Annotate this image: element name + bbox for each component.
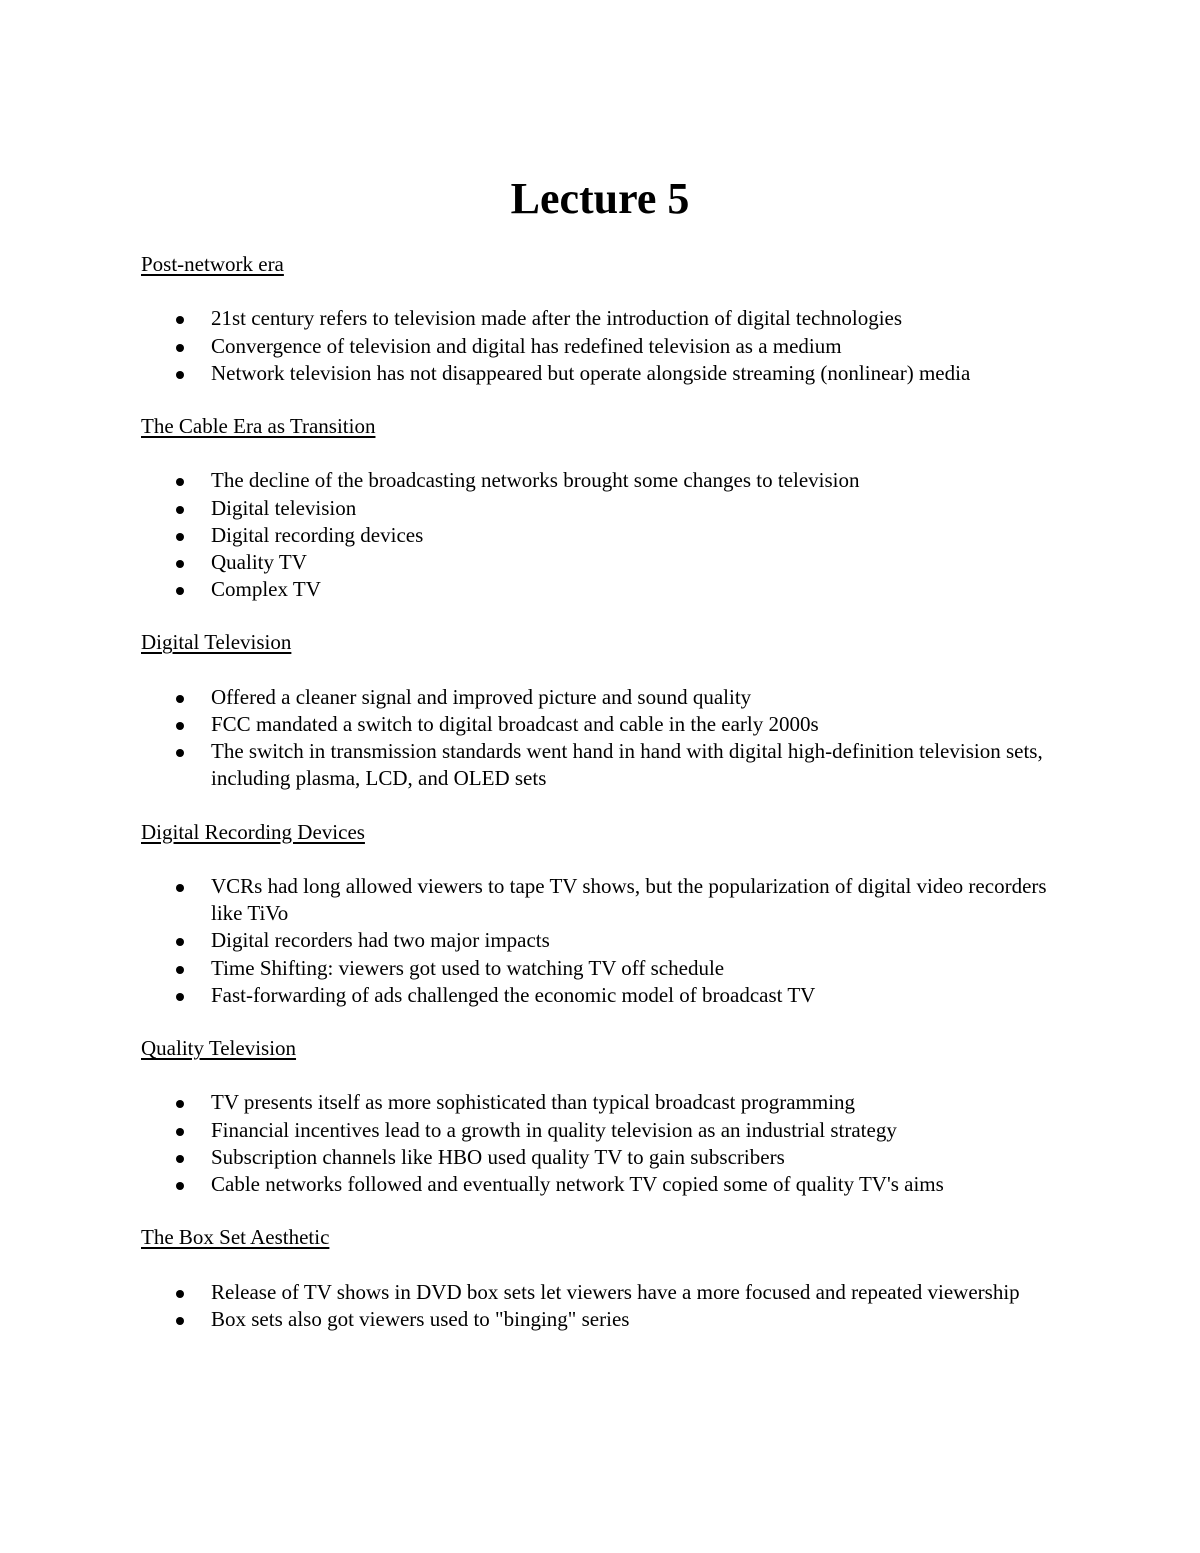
bullet-icon xyxy=(176,560,184,568)
list-item-text: Time Shifting: viewers got used to watching TV off schedule xyxy=(211,955,725,980)
bullet-list xyxy=(141,305,1081,387)
list-item xyxy=(141,1279,1081,1306)
bullet-icon xyxy=(176,1128,184,1136)
list-item-text: Digital recorders had two major impacts xyxy=(211,928,550,953)
list-item-text: Convergence of television and digital has redefined television as a medium xyxy=(211,333,842,358)
list-item xyxy=(141,495,1081,522)
list-item xyxy=(141,333,1081,360)
list-item-text: Release of TV shows in DVD box sets let viewers have a more focused and repeated viewership xyxy=(211,1279,1020,1304)
list-item xyxy=(141,684,1081,711)
bullet-icon xyxy=(176,1100,184,1108)
list-item-text: FCC mandated a switch to digital broadcast and cable in the early 2000s xyxy=(211,712,819,736)
bullet-icon xyxy=(176,993,184,1001)
list-item xyxy=(141,549,1081,576)
bullet-list xyxy=(141,1279,1081,1333)
list-item-text: Digital recording devices xyxy=(211,522,424,547)
section-digital-recording-devices xyxy=(141,819,1081,1009)
bullet-list xyxy=(141,467,1081,603)
bullet-icon xyxy=(176,478,184,486)
section-heading: The Box Set Aesthetic xyxy=(141,1225,330,1250)
list-item xyxy=(141,1306,1081,1333)
section-quality-television xyxy=(141,1035,1081,1198)
list-item-text: The switch in transmission standards went hand in hand with digital high-definition television sets, including plasma, LCD, and OLED sets xyxy=(211,739,1043,791)
list-item-text: Network television has not disappeared but operate alongside streaming (nonlinear) media xyxy=(211,360,971,385)
bullet-icon xyxy=(176,938,184,946)
list-item-text: Complex TV xyxy=(211,577,321,602)
bullet-icon xyxy=(176,1290,184,1298)
section-heading: Post-network era xyxy=(141,252,284,276)
section-heading: The Cable Era as Transition xyxy=(141,414,376,438)
bullet-icon xyxy=(176,1155,184,1163)
list-item-text: Offered a cleaner signal and improved picture and sound quality xyxy=(211,684,752,709)
bullet-list xyxy=(141,684,1081,793)
section-heading: Digital Recording Devices xyxy=(141,819,365,844)
list-item xyxy=(141,1117,1081,1144)
list-item xyxy=(141,711,1081,738)
section-post-network-era xyxy=(141,251,1081,387)
bullet-list xyxy=(141,873,1081,1009)
bullet-list xyxy=(141,1089,1081,1198)
list-item xyxy=(141,576,1081,603)
bullet-icon xyxy=(176,1182,184,1190)
list-item xyxy=(141,955,1081,982)
list-item-text: Digital television xyxy=(211,495,357,520)
bullet-icon xyxy=(176,587,184,595)
section-heading: Quality Television xyxy=(141,1036,297,1061)
list-item xyxy=(141,522,1081,549)
list-item xyxy=(141,873,1081,927)
list-item-text: Quality TV xyxy=(211,550,307,574)
bullet-icon xyxy=(176,316,184,324)
section-cable-era xyxy=(141,413,1081,603)
bullet-icon xyxy=(176,371,184,379)
section-box-set-aesthetic xyxy=(141,1224,1081,1333)
list-item xyxy=(141,360,1081,387)
list-item-text: Financial incentives lead to a growth in quality television as an industrial strategy xyxy=(211,1117,897,1142)
bullet-icon xyxy=(176,722,184,730)
list-item xyxy=(141,927,1081,954)
section-heading: Digital Television xyxy=(141,630,292,655)
list-item-text: 21st century refers to television made after the introduction of digital technologies xyxy=(211,306,903,331)
page-title: Lecture 5 xyxy=(510,174,690,223)
list-item-text: Cable networks followed and eventually network TV copied some of quality TV's aims xyxy=(211,1172,944,1197)
document-body xyxy=(141,251,1081,1359)
list-item-text: Box sets also got viewers used to "binging" series xyxy=(211,1306,630,1331)
list-item xyxy=(141,738,1081,792)
bullet-icon xyxy=(176,344,184,352)
bullet-icon xyxy=(176,506,184,514)
list-item xyxy=(141,1171,1081,1198)
list-item-text: VCRs had long allowed viewers to tape TV shows, but the popularization of digital video recorders like TiVo xyxy=(211,874,1047,926)
bullet-icon xyxy=(176,1317,184,1325)
section-digital-television xyxy=(141,629,1081,792)
bullet-icon xyxy=(176,749,184,757)
bullet-icon xyxy=(176,695,184,703)
list-item xyxy=(141,467,1081,494)
list-item xyxy=(141,1089,1081,1116)
list-item xyxy=(141,1144,1081,1171)
list-item-text: The decline of the broadcasting networks brought some changes to television xyxy=(211,468,860,493)
list-item-text: TV presents itself as more sophisticated than typical broadcast programming xyxy=(211,1090,856,1115)
list-item xyxy=(141,305,1081,332)
bullet-icon xyxy=(176,966,184,974)
bullet-icon xyxy=(176,533,184,541)
bullet-icon xyxy=(176,884,184,892)
list-item xyxy=(141,982,1081,1009)
list-item-text: Fast-forwarding of ads challenged the economic model of broadcast TV xyxy=(211,982,816,1007)
list-item-text: Subscription channels like HBO used quality TV to gain subscribers xyxy=(211,1144,785,1169)
